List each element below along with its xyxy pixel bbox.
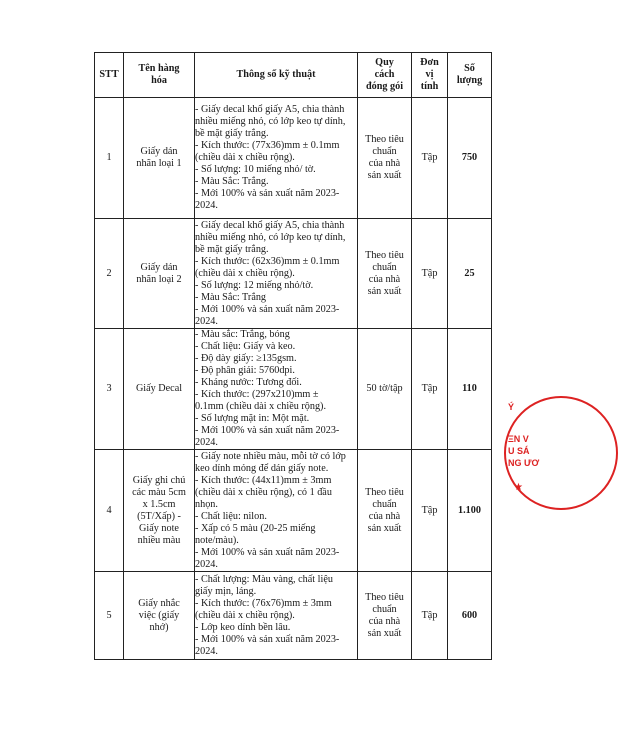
item-spec (195, 329, 358, 450)
table-row (95, 572, 492, 660)
row-number: 4 (95, 450, 124, 572)
item-spec-text: - Màu sắc: Trắng, bóng - Chất liệu: Giấy và keo. - Độ dày giấy: ≥135gsm. - Độ phân giải: 5760dpi. - Kháng nước: Tương đối. - Kích thước: (297x210)mm ± 0.1mm (chiều dài x chiều rộng). - Số lượng mặt in: Một mặt. - Mới 100% và sản xuất năm 2023- 2024. (195, 329, 340, 448)
row-number: 1 (95, 98, 124, 219)
item-name (124, 98, 195, 219)
item-name (124, 450, 195, 572)
item-name-text: Giấy ghi chú các màu 5cm x 1.5cm (5T/Xấp) - Giấy note nhiều màu (132, 474, 186, 546)
item-packaging-text: Theo tiêu chuẩn của nhà sản xuất (365, 486, 404, 534)
header-item-name: Tên hàng hóa (124, 53, 195, 98)
item-name (124, 572, 195, 660)
item-unit: Tập (412, 98, 448, 219)
header-unit: Đơn vị tính (412, 53, 448, 98)
item-name-text: Giấy dán nhãn loại 2 (136, 261, 182, 285)
item-unit: Tập (412, 572, 448, 660)
item-name-text: Giấy Decal (135, 383, 183, 394)
item-spec (195, 450, 358, 572)
item-unit: Tập (412, 450, 448, 572)
seal-text: U SÁ (508, 446, 530, 456)
item-quantity: 750 (448, 98, 492, 219)
header-quantity: Số lượng (448, 53, 492, 98)
seal-text: NG ƯƠ (508, 458, 540, 468)
item-spec-text: - Giấy note nhiều màu, mỗi tờ có lớp keo dính mỏng để dán giấy note. - Kích thước: (44x11)mm ± 3mm (chiều dài x chiều rộng), có 1 đầu nhọn. - Chất liệu: nilon. - Xấp có 5 màu (20-25 miếng note/màu). - Mới 100% và sản xuất năm 2023- 2024. (195, 450, 346, 570)
row-number: 5 (95, 572, 124, 660)
item-unit: Tập (412, 329, 448, 450)
item-name-text: Giấy nhắc việc (giấy nhớ) (138, 597, 180, 633)
item-spec (195, 219, 358, 329)
item-packaging (358, 98, 412, 219)
item-packaging (358, 219, 412, 329)
item-spec (195, 572, 358, 660)
item-packaging-text: Theo tiêu chuẩn của nhà sản xuất (365, 249, 404, 297)
item-packaging-text: Theo tiêu chuẩn của nhà sản xuất (365, 591, 404, 639)
item-packaging (358, 572, 412, 660)
item-spec-text: - Chất lượng: Màu vàng, chất liệu giấy mịn, láng. - Kích thước: (76x76)mm ± 3mm (chiều dài x chiều rộng). - Lớp keo dính bền lâu. - Mới 100% và sản xuất năm 2023- 2024. (195, 573, 340, 657)
row-number: 3 (95, 329, 124, 450)
table-header-row (95, 53, 492, 98)
item-name (124, 219, 195, 329)
red-seal-stamp (502, 396, 540, 506)
specification-table (94, 52, 492, 660)
item-name (124, 329, 195, 450)
item-spec-text: - Giấy decal khổ giấy A5, chia thành nhiều miếng nhỏ, có lớp keo tự dính, bề mặt giấy trắng. - Kích thước: (77x36)mm ± 0.1mm (chiều dài x chiều rộng). - Số lượng: 10 miếng nhỏ/ tờ. - Màu Sắc: Trắng. - Mới 100% và sản xuất năm 2023- 2024. (195, 104, 346, 211)
header-specifications: Thông số kỹ thuật (195, 53, 358, 98)
item-quantity: 25 (448, 219, 492, 329)
item-spec (195, 98, 358, 219)
header-packaging: Quy cách đóng gói (358, 53, 412, 98)
item-quantity: 110 (448, 329, 492, 450)
item-unit: Tập (412, 219, 448, 329)
star-icon: ★ (514, 482, 523, 493)
row-number: 2 (95, 219, 124, 329)
table-row (95, 98, 492, 219)
item-packaging (358, 450, 412, 572)
item-name-text: Giấy dán nhãn loại 1 (136, 146, 182, 169)
seal-text: ΞN V (508, 434, 529, 444)
item-quantity: 1.100 (448, 450, 492, 572)
item-packaging-text: Theo tiêu chuẩn của nhà sản xuất (365, 134, 404, 181)
item-quantity: 600 (448, 572, 492, 660)
seal-text: Ý (508, 402, 515, 412)
item-spec-text: - Giấy decal khổ giấy A5, chia thành nhiều miếng nhỏ, có lớp keo tự dính, bề mặt giấy trắng. - Kích thước: (62x36)mm ± 0.1mm (chiều dài x chiều rộng). - Số lượng: 12 miếng nhỏ/tờ. - Màu Sắc: Trắng - Mới 100% và sản xuất năm 2023- 2024. (195, 219, 346, 327)
table-row (95, 219, 492, 329)
header-stt: STT (95, 53, 124, 98)
table-row (95, 329, 492, 450)
item-packaging-text: 50 tờ/tập (366, 383, 403, 394)
table-row (95, 450, 492, 572)
item-packaging (358, 329, 412, 450)
